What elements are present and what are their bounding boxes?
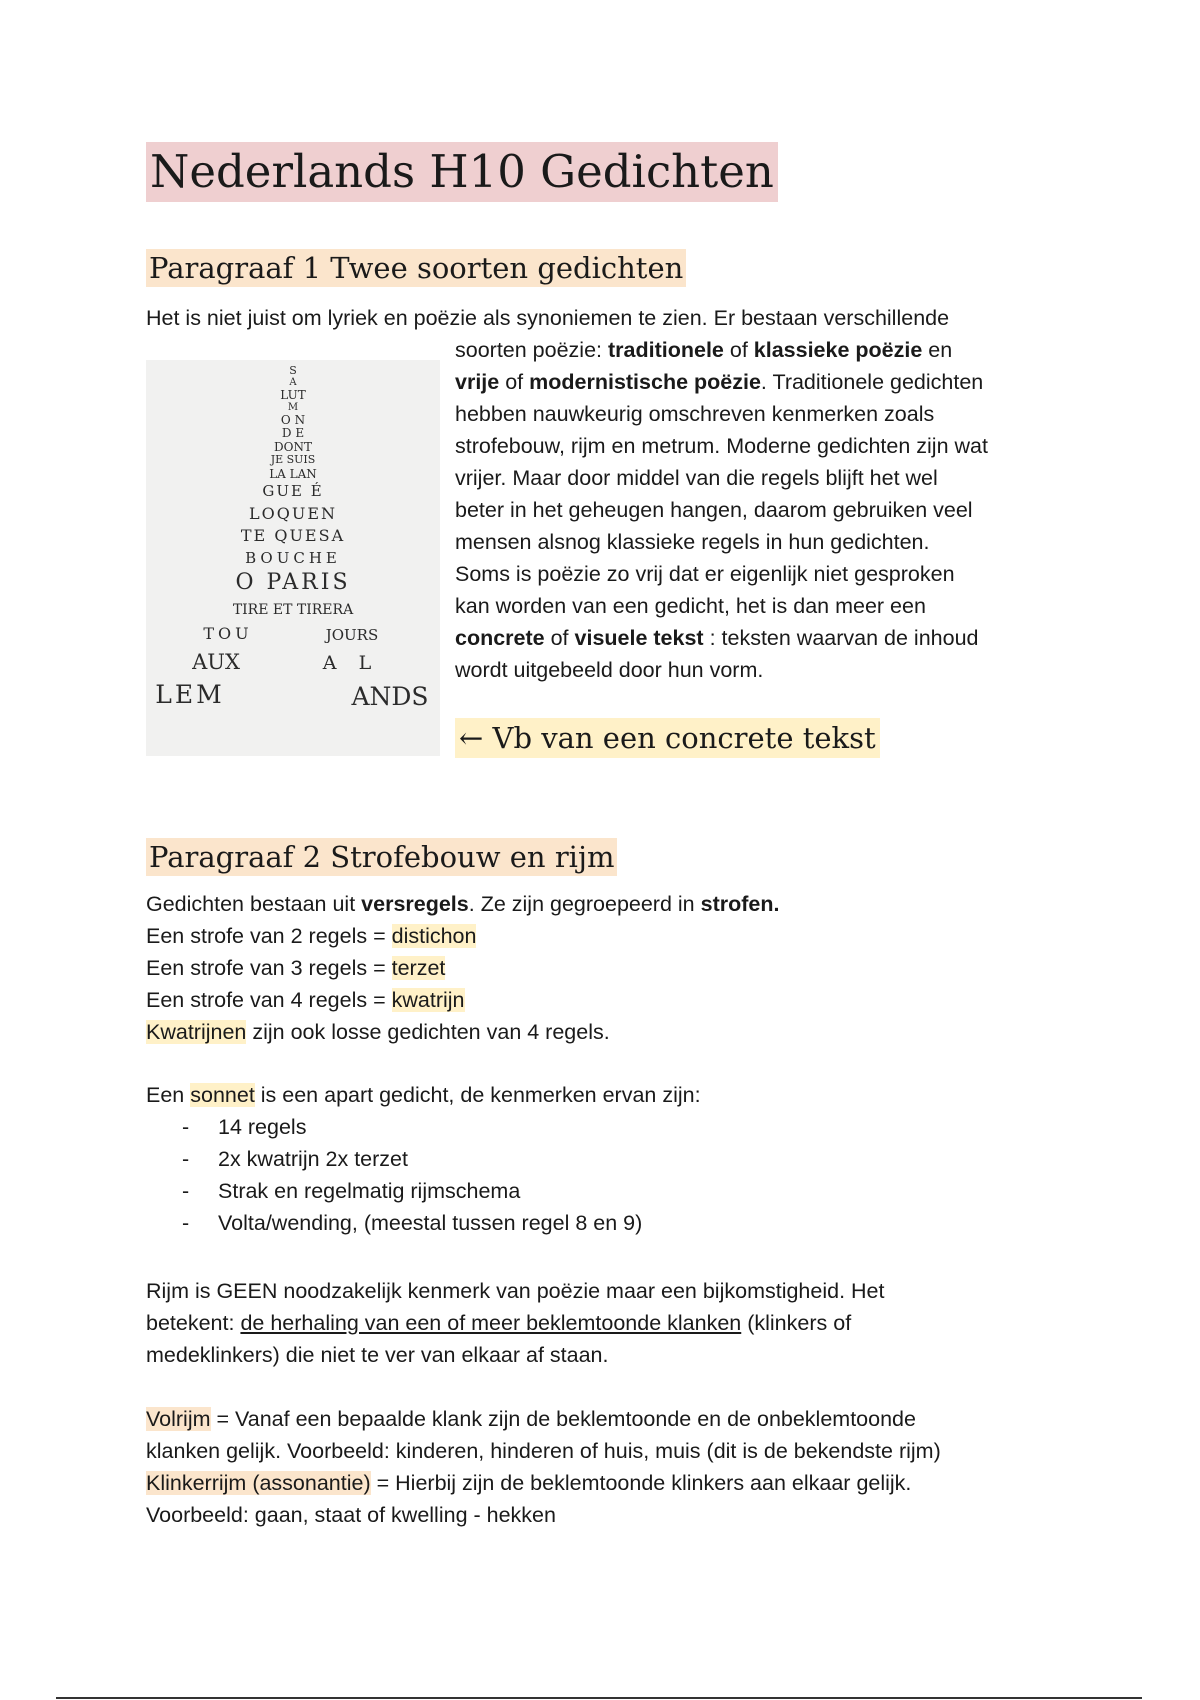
- calligram-line: JOURS: [325, 626, 379, 644]
- underlined-definition: de herhaling van een of meer beklemtoonde klanken: [240, 1311, 742, 1335]
- paragraph-line: Een strofe van 4 regels = kwatrijn: [146, 988, 465, 1012]
- calligram-line: S: [289, 364, 297, 377]
- calligram-image: [146, 360, 440, 756]
- calligram-line: O N: [280, 413, 306, 427]
- calligram-line: LEM: [155, 680, 225, 709]
- paragraph-line: strofebouw, rijm en metrum. Moderne gedichten zijn wat: [455, 434, 988, 458]
- paragraph-line: Een strofe van 2 regels = distichon: [146, 924, 477, 948]
- paragraph-line: betekent: de herhaling van een of meer beklemtoonde klanken (klinkers of: [146, 1311, 852, 1335]
- calligram-line: LA LAN: [269, 467, 317, 481]
- calligram-line: AUX: [192, 650, 240, 674]
- calligram-line: JE SUIS: [270, 453, 316, 466]
- calligram-line: TIRE ET TIRERA: [232, 602, 354, 618]
- paragraph-line: Rijm is GEEN noodzakelijk kenmerk van poëzie maar een bijkomstigheid. Het: [146, 1279, 885, 1303]
- calligram-line: TE QUESA: [240, 526, 346, 545]
- calligram-line: TOU: [203, 624, 253, 643]
- bullet-marker: -: [182, 1115, 190, 1139]
- term-distichon: distichon: [391, 924, 477, 948]
- term-kwatrijn: kwatrijn: [391, 988, 465, 1012]
- list-item: 2x kwatrijn 2x terzet: [218, 1147, 408, 1171]
- paragraph-line: concrete of visuele tekst : teksten waarvan de inhoud: [455, 626, 979, 650]
- bullet-marker: -: [182, 1147, 190, 1171]
- paragraph-line: Klinkerrijm (assonantie) = Hierbij zijn de beklemtoonde klinkers aan elkaar gelijk.: [146, 1471, 912, 1495]
- list-item: Volta/wending, (meestal tussen regel 8 en 9): [218, 1211, 643, 1235]
- calligram-line: A L: [322, 652, 380, 674]
- section-2-heading: Paragraaf 2 Strofebouw en rijm: [146, 838, 617, 876]
- calligram-line: LOQUEN: [248, 504, 338, 523]
- paragraph-line: medeklinkers) die niet te ver van elkaar af staan.: [146, 1343, 609, 1367]
- calligram-line: O PARIS: [235, 570, 351, 595]
- paragraph-line: hebben nauwkeurig omschreven kenmerken zoals: [455, 402, 935, 426]
- paragraph-line: wordt uitgebeeld door hun vorm.: [455, 658, 764, 682]
- example-caption: ← Vb van een concrete tekst: [455, 718, 880, 758]
- footer-rule: [56, 1697, 1142, 1699]
- paragraph-line: vrijer. Maar door middel van die regels blijft het wel: [455, 466, 938, 490]
- paragraph-line: Gedichten bestaan uit versregels. Ze zijn gegroepeerd in strofen.: [146, 892, 780, 916]
- bullet-marker: -: [182, 1179, 190, 1203]
- term-klinkerrijm: Klinkerrijm (assonantie): [146, 1471, 371, 1495]
- calligram-line: GUE É: [262, 482, 324, 500]
- section-1-heading: Paragraaf 1 Twee soorten gedichten: [146, 249, 686, 287]
- calligram-line: DONT: [274, 440, 312, 454]
- term-kwatrijnen: Kwatrijnen: [146, 1020, 247, 1044]
- bullet-marker: -: [182, 1211, 190, 1235]
- paragraph-line: kan worden van een gedicht, het is dan meer een: [455, 594, 926, 618]
- calligram-line: BOUCHE: [245, 549, 341, 567]
- paragraph-line: soorten poëzie: traditionele of klassieke poëzie en: [455, 338, 953, 362]
- paragraph-line: Een strofe van 3 regels = terzet: [146, 956, 446, 980]
- calligram-line: D E: [281, 426, 305, 440]
- paragraph-line: vrije of modernistische poëzie. Traditionele gedichten: [455, 370, 984, 394]
- term-sonnet: sonnet: [190, 1083, 255, 1107]
- paragraph-line: Volrijm = Vanaf een bepaalde klank zijn de beklemtoonde en de onbeklemtoonde: [146, 1407, 916, 1431]
- paragraph-line: beter in het geheugen hangen, daarom gebruiken veel: [455, 498, 973, 522]
- paragraph-line: Het is niet juist om lyriek en poëzie als synoniemen te zien. Er bestaan verschillende: [146, 306, 950, 330]
- calligram-line: M: [287, 402, 299, 413]
- list-item: 14 regels: [218, 1115, 307, 1139]
- paragraph-line: Soms is poëzie zo vrij dat er eigenlijk niet gesproken: [455, 562, 955, 586]
- paragraph-line: Voorbeeld: gaan, staat of kwelling - hekken: [146, 1503, 556, 1527]
- calligram-line: ANDS: [351, 682, 429, 711]
- term-terzet: terzet: [391, 956, 446, 980]
- list-item: Strak en regelmatig rijmschema: [218, 1179, 521, 1203]
- paragraph-line: Een sonnet is een apart gedicht, de kenmerken ervan zijn:: [146, 1083, 701, 1107]
- calligram-line: LUT: [280, 388, 306, 402]
- calligram-line: A: [289, 377, 297, 388]
- paragraph-line: mensen alsnog klassieke regels in hun gedichten.: [455, 530, 930, 554]
- page-title: Nederlands H10 Gedichten: [146, 142, 778, 202]
- term-volrijm: Volrijm: [146, 1407, 211, 1431]
- paragraph-line: Kwatrijnen zijn ook losse gedichten van 4 regels.: [146, 1020, 610, 1044]
- paragraph-line: klanken gelijk. Voorbeeld: kinderen, hinderen of huis, muis (dit is de bekendste rijm): [146, 1439, 941, 1463]
